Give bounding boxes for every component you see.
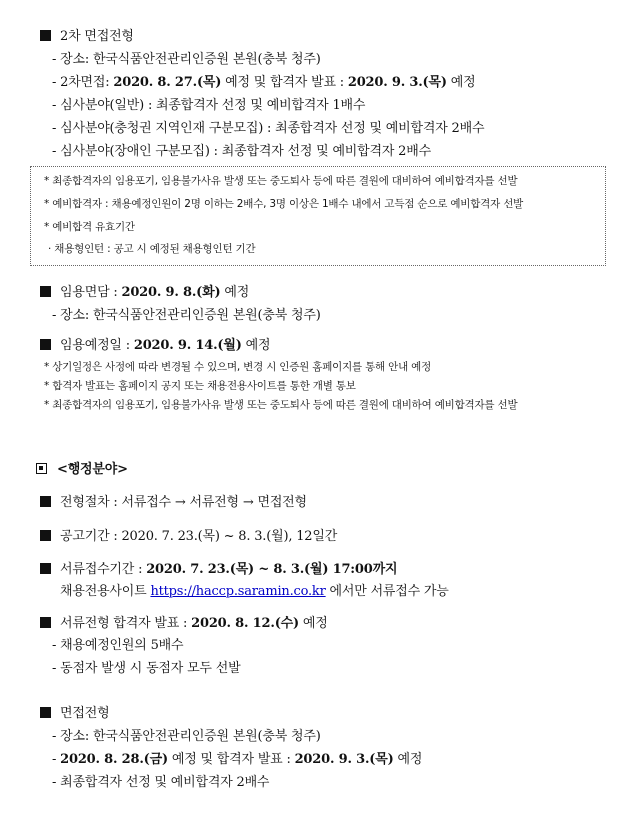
square-bullet-icon: [40, 563, 51, 574]
interview2-schedule-line: - 2차면접: 2020. 8. 27.(목) 예정 및 합격자 발표 : 2020. 9. 3.(목) 예정: [52, 75, 476, 90]
section-title-meeting: 임용면담 : 2020. 9. 8.(화) 예정: [40, 284, 249, 302]
admin-interview-title: 면접전형: [40, 705, 109, 723]
square-bullet-icon: [40, 286, 51, 297]
square-bullet-icon: [40, 617, 51, 628]
doc-rule-line: - 동점자 발생 시 동점자 모두 선발: [52, 661, 241, 676]
note-line: * 합격자 발표는 홈페이지 공지 또는 채용전용사이트를 통한 개별 통보: [44, 380, 356, 392]
square-bullet-icon: [40, 707, 51, 718]
recruit-site-link[interactable]: https://haccp.saramin.co.kr: [150, 584, 326, 599]
venue-line: - 장소: 한국식품안전관리인증원 본원(충북 청주): [52, 308, 321, 323]
square-bullet-icon: [40, 530, 51, 541]
admin-interview-schedule-line: - 2020. 8. 28.(금) 예정 및 합격자 발표 : 2020. 9. 3.(목) 예정: [52, 752, 423, 767]
admin-doc-result-line: 서류전형 합격자 발표 : 2020. 8. 12.(수) 예정: [40, 615, 328, 633]
note-line: * 최종합격자의 임용포기, 임용불가사유 발생 또는 중도퇴사 등에 따른 결원에 대비하여 예비합격자를 선발: [44, 399, 518, 411]
criteria-general-line: - 심사분야(일반) : 최종합격자 선정 및 예비합격자 1배수: [52, 98, 366, 113]
section-title-appointment: 임용예정일 : 2020. 9. 14.(월) 예정: [40, 337, 270, 355]
square-bullet-icon: [40, 30, 51, 41]
note-line: * 최종합격자의 임용포기, 임용불가사유 발생 또는 중도퇴사 등에 따른 결원에 대비하여 예비합격자를 선발: [44, 175, 518, 187]
note-line: * 상기일정은 사정에 따라 변경될 수 있으며, 변경 시 인증원 홈페이지를 통해 안내 예정: [44, 361, 432, 373]
admin-interview-criteria-line: - 최종합격자 선정 및 예비합격자 2배수: [52, 775, 270, 790]
venue-line: - 장소: 한국식품안전관리인증원 본원(충북 청주): [52, 52, 321, 67]
criteria-disabled-line: - 심사분야(장애인 구분모집) : 최종합격자 선정 및 예비합격자 2배수: [52, 144, 431, 159]
admin-receipt-line: 서류접수기간 : 2020. 7. 23.(목) ~ 8. 3.(월) 17:00까지: [40, 561, 397, 579]
doc-rule-line: - 채용예정인원의 5배수: [52, 638, 184, 653]
admin-process-line: 전형절차 : 서류접수 → 서류전형 → 면접전형: [40, 494, 307, 512]
admin-section-heading: <행정분야>: [36, 461, 128, 479]
boxed-square-icon: [36, 463, 47, 474]
note-line: · 채용형인턴 : 공고 시 예정된 채용형인턴 기간: [48, 243, 256, 255]
note-line: * 예비합격자 : 채용예정인원이 2명 이하는 2배수, 3명 이상은 1배수 내에서 고득점 순으로 예비합격자 선발: [44, 198, 524, 210]
note-line: * 예비합격 유효기간: [44, 221, 135, 233]
admin-period-line: 공고기간 : 2020. 7. 23.(목) ~ 8. 3.(월), 12일간: [40, 528, 337, 546]
section-title-interview2: 2차 면접전형: [40, 28, 134, 46]
criteria-regional-line: - 심사분야(충청권 지역인재 구분모집) : 최종합격자 선정 및 예비합격자 2배수: [52, 121, 485, 136]
square-bullet-icon: [40, 496, 51, 507]
admin-site-line: 채용전용사이트 https://haccp.saramin.co.kr 에서만 서류접수 가능: [60, 584, 449, 599]
venue-line: - 장소: 한국식품안전관리인증원 본원(충북 청주): [52, 729, 321, 744]
square-bullet-icon: [40, 339, 51, 350]
